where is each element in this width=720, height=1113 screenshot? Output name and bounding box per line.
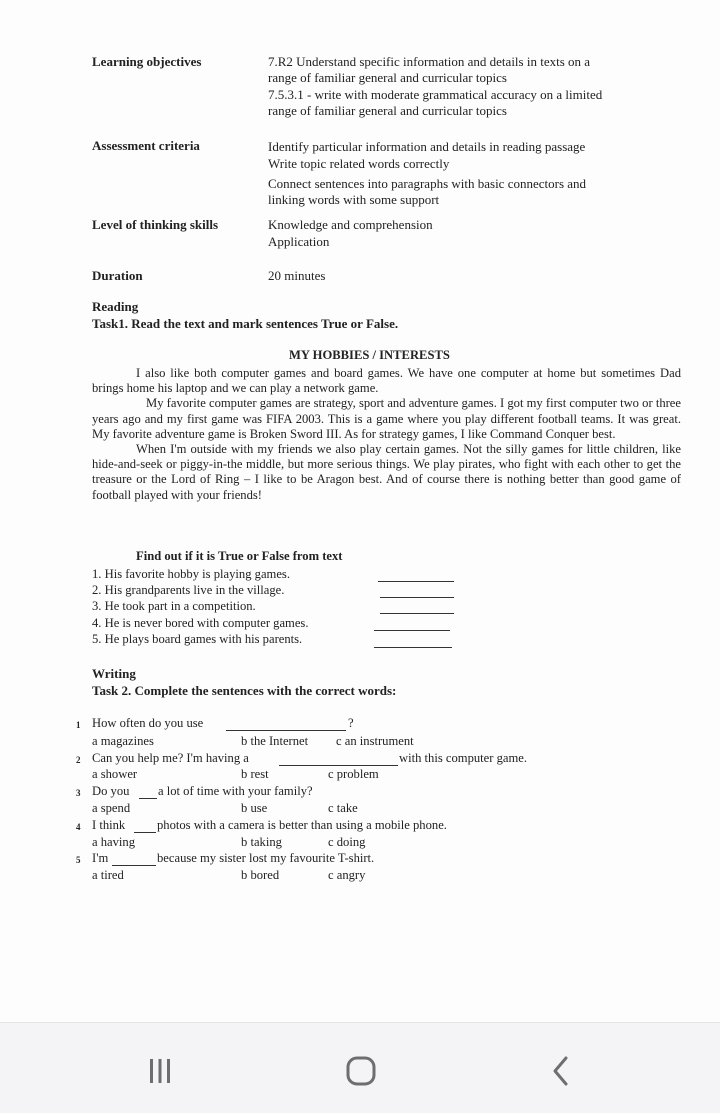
question-text: with this computer game.: [399, 751, 528, 765]
answer-blank: [380, 597, 454, 598]
question-text: I think: [92, 818, 126, 832]
criteria-line: Write topic related words correctly: [268, 156, 450, 171]
option-c: c doing: [328, 835, 366, 849]
duration-label: Duration: [92, 268, 143, 283]
item-number: 5: [76, 855, 81, 865]
option-a: a spend: [92, 801, 131, 815]
question-text: Can you help me? I'm having a: [92, 751, 249, 765]
question-text: I'm: [92, 851, 109, 865]
option-b: b taking: [241, 835, 282, 849]
recent-apps-icon[interactable]: [140, 1053, 180, 1089]
option-c: c take: [328, 801, 358, 815]
skills-line: Knowledge and comprehension: [268, 217, 433, 232]
objectives-label: Learning objectives: [92, 54, 202, 69]
option-a: a having: [92, 835, 136, 849]
navigation-bar: [0, 1022, 720, 1113]
question-text: because my sister lost my favourite T-shirt.: [157, 851, 375, 865]
option-c: c problem: [328, 767, 379, 781]
answer-blank: [139, 798, 157, 799]
answer-blank: [226, 730, 346, 731]
skills-line: Application: [268, 234, 330, 249]
answer-blank: [378, 581, 454, 582]
tf-item: 4. He is never bored with computer games.: [92, 616, 309, 630]
item-number: 4: [76, 822, 81, 832]
option-b: b rest: [241, 767, 269, 781]
back-icon[interactable]: [541, 1053, 581, 1089]
question-text: photos with a camera is better than using a mobile phone.: [157, 818, 447, 832]
tf-item: 5. He plays board games with his parents.: [92, 632, 303, 646]
criteria-line: linking words with some support: [268, 192, 440, 207]
answer-blank: [112, 865, 156, 866]
item-number: 2: [76, 755, 81, 765]
option-c: c an instrument: [336, 734, 414, 748]
question-text: Do you: [92, 784, 130, 798]
text-title: MY HOBBIES / INTERESTS: [289, 348, 450, 362]
item-number: 1: [76, 720, 81, 730]
option-b: b the Internet: [241, 734, 309, 748]
option-a: a shower: [92, 767, 138, 781]
item-number: 3: [76, 788, 81, 798]
tf-item: 2. His grandparents live in the village.: [92, 583, 285, 597]
question-text: ?: [348, 716, 354, 730]
reading-text: [92, 366, 681, 503]
reading-task: Task1. Read the text and mark sentences True or False.: [92, 316, 399, 331]
criteria-label: Assessment criteria: [92, 138, 200, 153]
writing-task: Task 2. Complete the sentences with the correct words:: [92, 683, 397, 698]
objectives-line: 7.5.3.1 - write with moderate grammatical accuracy on a limited: [268, 87, 603, 102]
answer-blank: [374, 647, 452, 648]
answer-blank: [134, 832, 156, 833]
tf-title: Find out if it is True or False from text: [136, 549, 343, 563]
criteria-line: Connect sentences into paragraphs with basic connectors and: [268, 176, 587, 191]
option-b: b use: [241, 801, 268, 815]
option-b: b bored: [241, 868, 280, 882]
answer-blank: [279, 765, 398, 766]
objectives-line: range of familiar general and curricular topics: [268, 70, 507, 85]
tf-item: 1. His favorite hobby is playing games.: [92, 567, 290, 581]
option-a: a tired: [92, 868, 124, 882]
question-text: a lot of time with your family?: [158, 784, 313, 798]
option-c: c angry: [328, 868, 366, 882]
option-a: a magazines: [92, 734, 154, 748]
question-text: How often do you use: [92, 716, 204, 730]
paragraph: When I'm outside with my friends we also play certain games. Not the silly games for little children, like hide-and-seek or piggy-in-the middle, but more serious things. We play pirates, who fight with each other to get the treasure or the Lord of Ring – I like to be Aragon best. And of course there is nothing better than good game of football played with your friends!: [92, 442, 681, 502]
tf-item: 3. He took part in a competition.: [92, 599, 256, 613]
reading-heading: Reading: [92, 299, 139, 314]
objectives-line: 7.R2 Understand specific information and details in texts on a: [268, 54, 591, 69]
paragraph: My favorite computer games are strategy, sport and adventure games. I got my first computer two or three years ago and my first game was FIFA 2003. This is a game where you play different football teams. It was great. My favorite adventure game is Broken Sword III. As for strategy games, I like Command Conquer best.: [92, 396, 681, 441]
writing-heading: Writing: [92, 666, 136, 681]
skills-label: Level of thinking skills: [92, 217, 219, 232]
answer-blank: [380, 613, 454, 614]
objectives-line: range of familiar general and curricular topics: [268, 103, 507, 118]
paragraph: I also like both computer games and board games. We have one computer at home but sometimes Dad brings home his laptop and we can play a network game.: [92, 366, 681, 396]
answer-blank: [374, 630, 450, 631]
criteria-line: Identify particular information and details in reading passage: [268, 139, 586, 154]
duration-value: 20 minutes: [268, 268, 326, 283]
home-icon[interactable]: [341, 1053, 381, 1089]
